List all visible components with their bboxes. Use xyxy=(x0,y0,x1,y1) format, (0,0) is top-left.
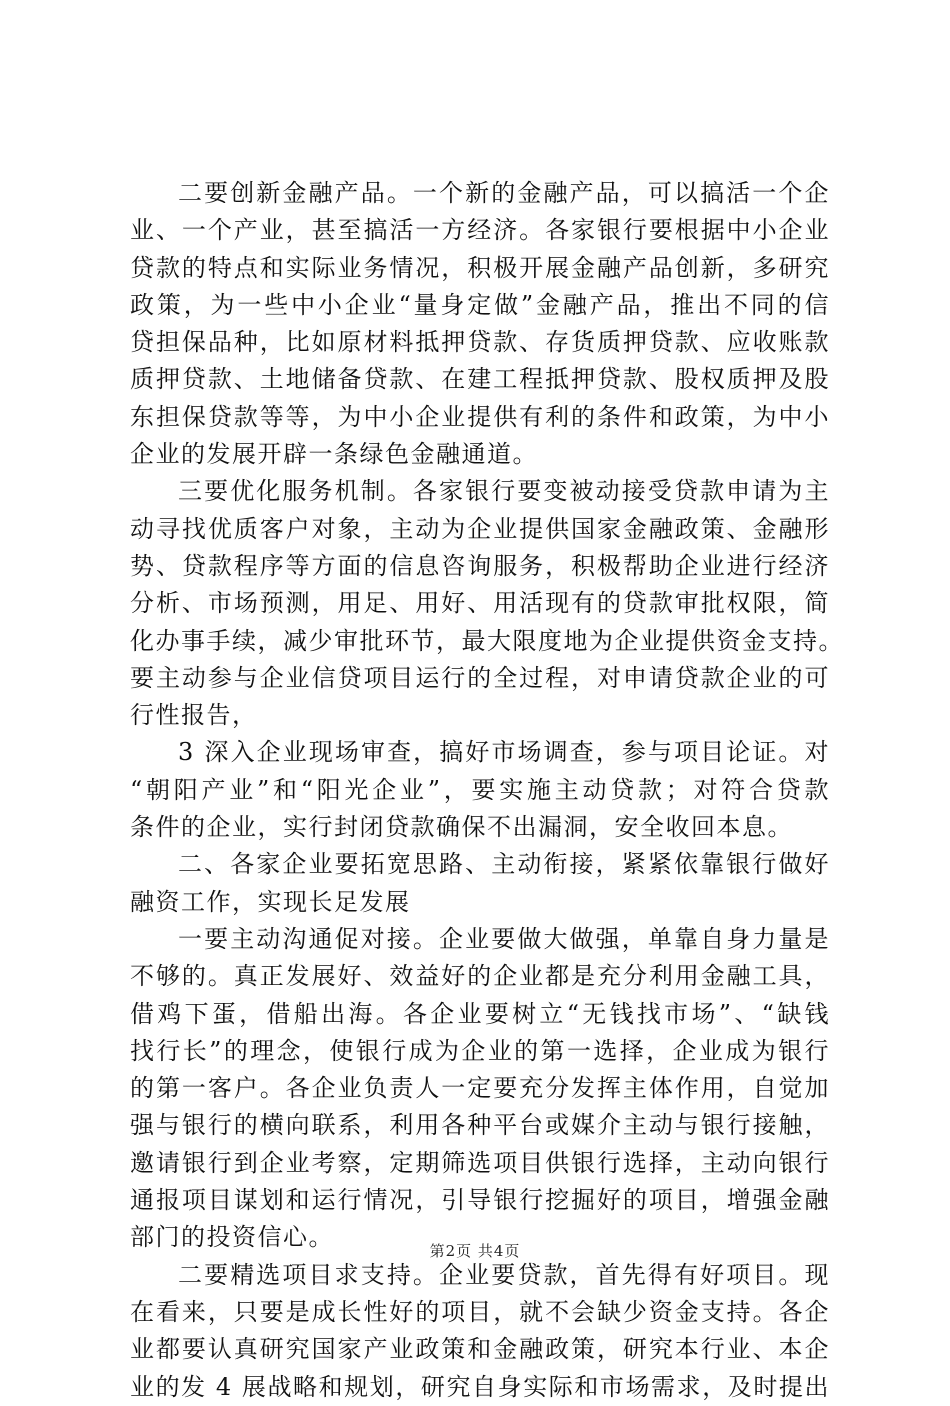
text-line: 强与银行的横向联系，利用各种平台或媒介主动与银行接触， xyxy=(130,1111,830,1140)
text-line: “朝阳产业”和“阳光企业”，要实施主动贷款；对符合贷款 xyxy=(130,775,830,804)
paragraph-innovate-products xyxy=(130,175,830,473)
text-line: 业都要认真研究国家产业政策和金融政策，研究本行业、本企 xyxy=(130,1335,830,1364)
text-line: 政策，为一些中小企业“量身定做”金融产品，推出不同的信 xyxy=(130,290,830,319)
text-line: 业的发 4 展战略和规划，研究自身实际和市场需求，及时提出 xyxy=(130,1372,830,1401)
page-footer xyxy=(0,1240,950,1261)
text-line: 贷款的特点和实际业务情况，积极开展金融产品创新，多研究 xyxy=(130,253,830,282)
text-line: 要主动参与企业信贷项目运行的全过程，对申请贷款企业的可 xyxy=(130,663,830,692)
text-line: 业、一个产业，甚至搞活一方经济。各家银行要根据中小企业 xyxy=(130,216,830,245)
text-line: 3 深入企业现场审查，搞好市场调查，参与项目论证。对 xyxy=(178,738,830,767)
paragraph-site-review xyxy=(130,734,830,846)
page-indicator: 第2页 共4页 xyxy=(429,1242,521,1260)
document-body xyxy=(130,175,844,1406)
text-line: 部门的投资信心。 xyxy=(130,1223,334,1252)
text-line: 二要精选项目求支持。企业要贷款，首先得有好项目。现 xyxy=(178,1260,830,1289)
text-line: 贷担保品种，比如原材料抵押贷款、存货质押贷款、应收账款 xyxy=(130,328,830,357)
paragraph-optimize-service xyxy=(130,473,844,734)
text-line: 质押贷款、土地储备贷款、在建工程抵押贷款、股权质押及股 xyxy=(130,365,830,394)
section-heading-enterprises xyxy=(130,846,830,921)
text-line: 一要主动沟通促对接。企业要做大做强，单靠自身力量是 xyxy=(178,924,830,953)
text-line: 三要优化服务机制。各家银行要变被动接受贷款申请为主 xyxy=(178,477,830,506)
text-line: 东担保贷款等等，为中小企业提供有利的条件和政策，为中小 xyxy=(130,402,830,431)
text-line: 行性报告， xyxy=(130,701,258,730)
text-line: 化办事手续，减少审批环节，最大限度地为企业提供资金支持。 xyxy=(130,626,844,655)
text-line: 找行长”的理念，使银行成为企业的第一选择，企业成为银行 xyxy=(130,1036,830,1065)
text-line: 二要创新金融产品。一个新的金融产品，可以搞活一个企 xyxy=(178,179,830,207)
text-line: 二、各家企业要拓宽思路、主动衔接，紧紧依靠银行做好 xyxy=(178,850,830,879)
text-line: 企业的发展开辟一条绿色金融通道。 xyxy=(130,440,538,469)
text-line: 条件的企业，实行封闭贷款确保不出漏洞，安全收回本息。 xyxy=(130,813,793,842)
text-line: 借鸡下蛋，借船出海。各企业要树立“无钱找市场”、“缺钱 xyxy=(130,999,830,1028)
text-line: 分析、市场预测，用足、用好、用活现有的贷款审批权限，简 xyxy=(130,589,830,618)
text-line: 在看来，只要是成长性好的项目，就不会缺少资金支持。各企 xyxy=(130,1297,830,1326)
text-line: 邀请银行到企业考察，定期筛选项目供银行选择，主动向银行 xyxy=(130,1148,830,1177)
text-line: 不够的。真正发展好、效益好的企业都是充分利用金融工具， xyxy=(130,962,830,991)
text-line: 的第一客户。各企业负责人一定要充分发挥主体作用，自觉加 xyxy=(130,1074,830,1103)
text-line: 融资工作，实现长足发展 xyxy=(130,887,411,916)
paragraph-select-projects xyxy=(130,1257,830,1406)
paragraph-communication xyxy=(130,921,830,1257)
text-line: 通报项目谋划和运行情况，引导银行挖掘好的项目，增强金融 xyxy=(130,1186,830,1215)
text-line: 动寻找优质客户对象，主动为企业提供国家金融政策、金融形 xyxy=(130,514,830,543)
text-line: 势、贷款程序等方面的信息咨询服务，积极帮助企业进行经济 xyxy=(130,551,830,580)
